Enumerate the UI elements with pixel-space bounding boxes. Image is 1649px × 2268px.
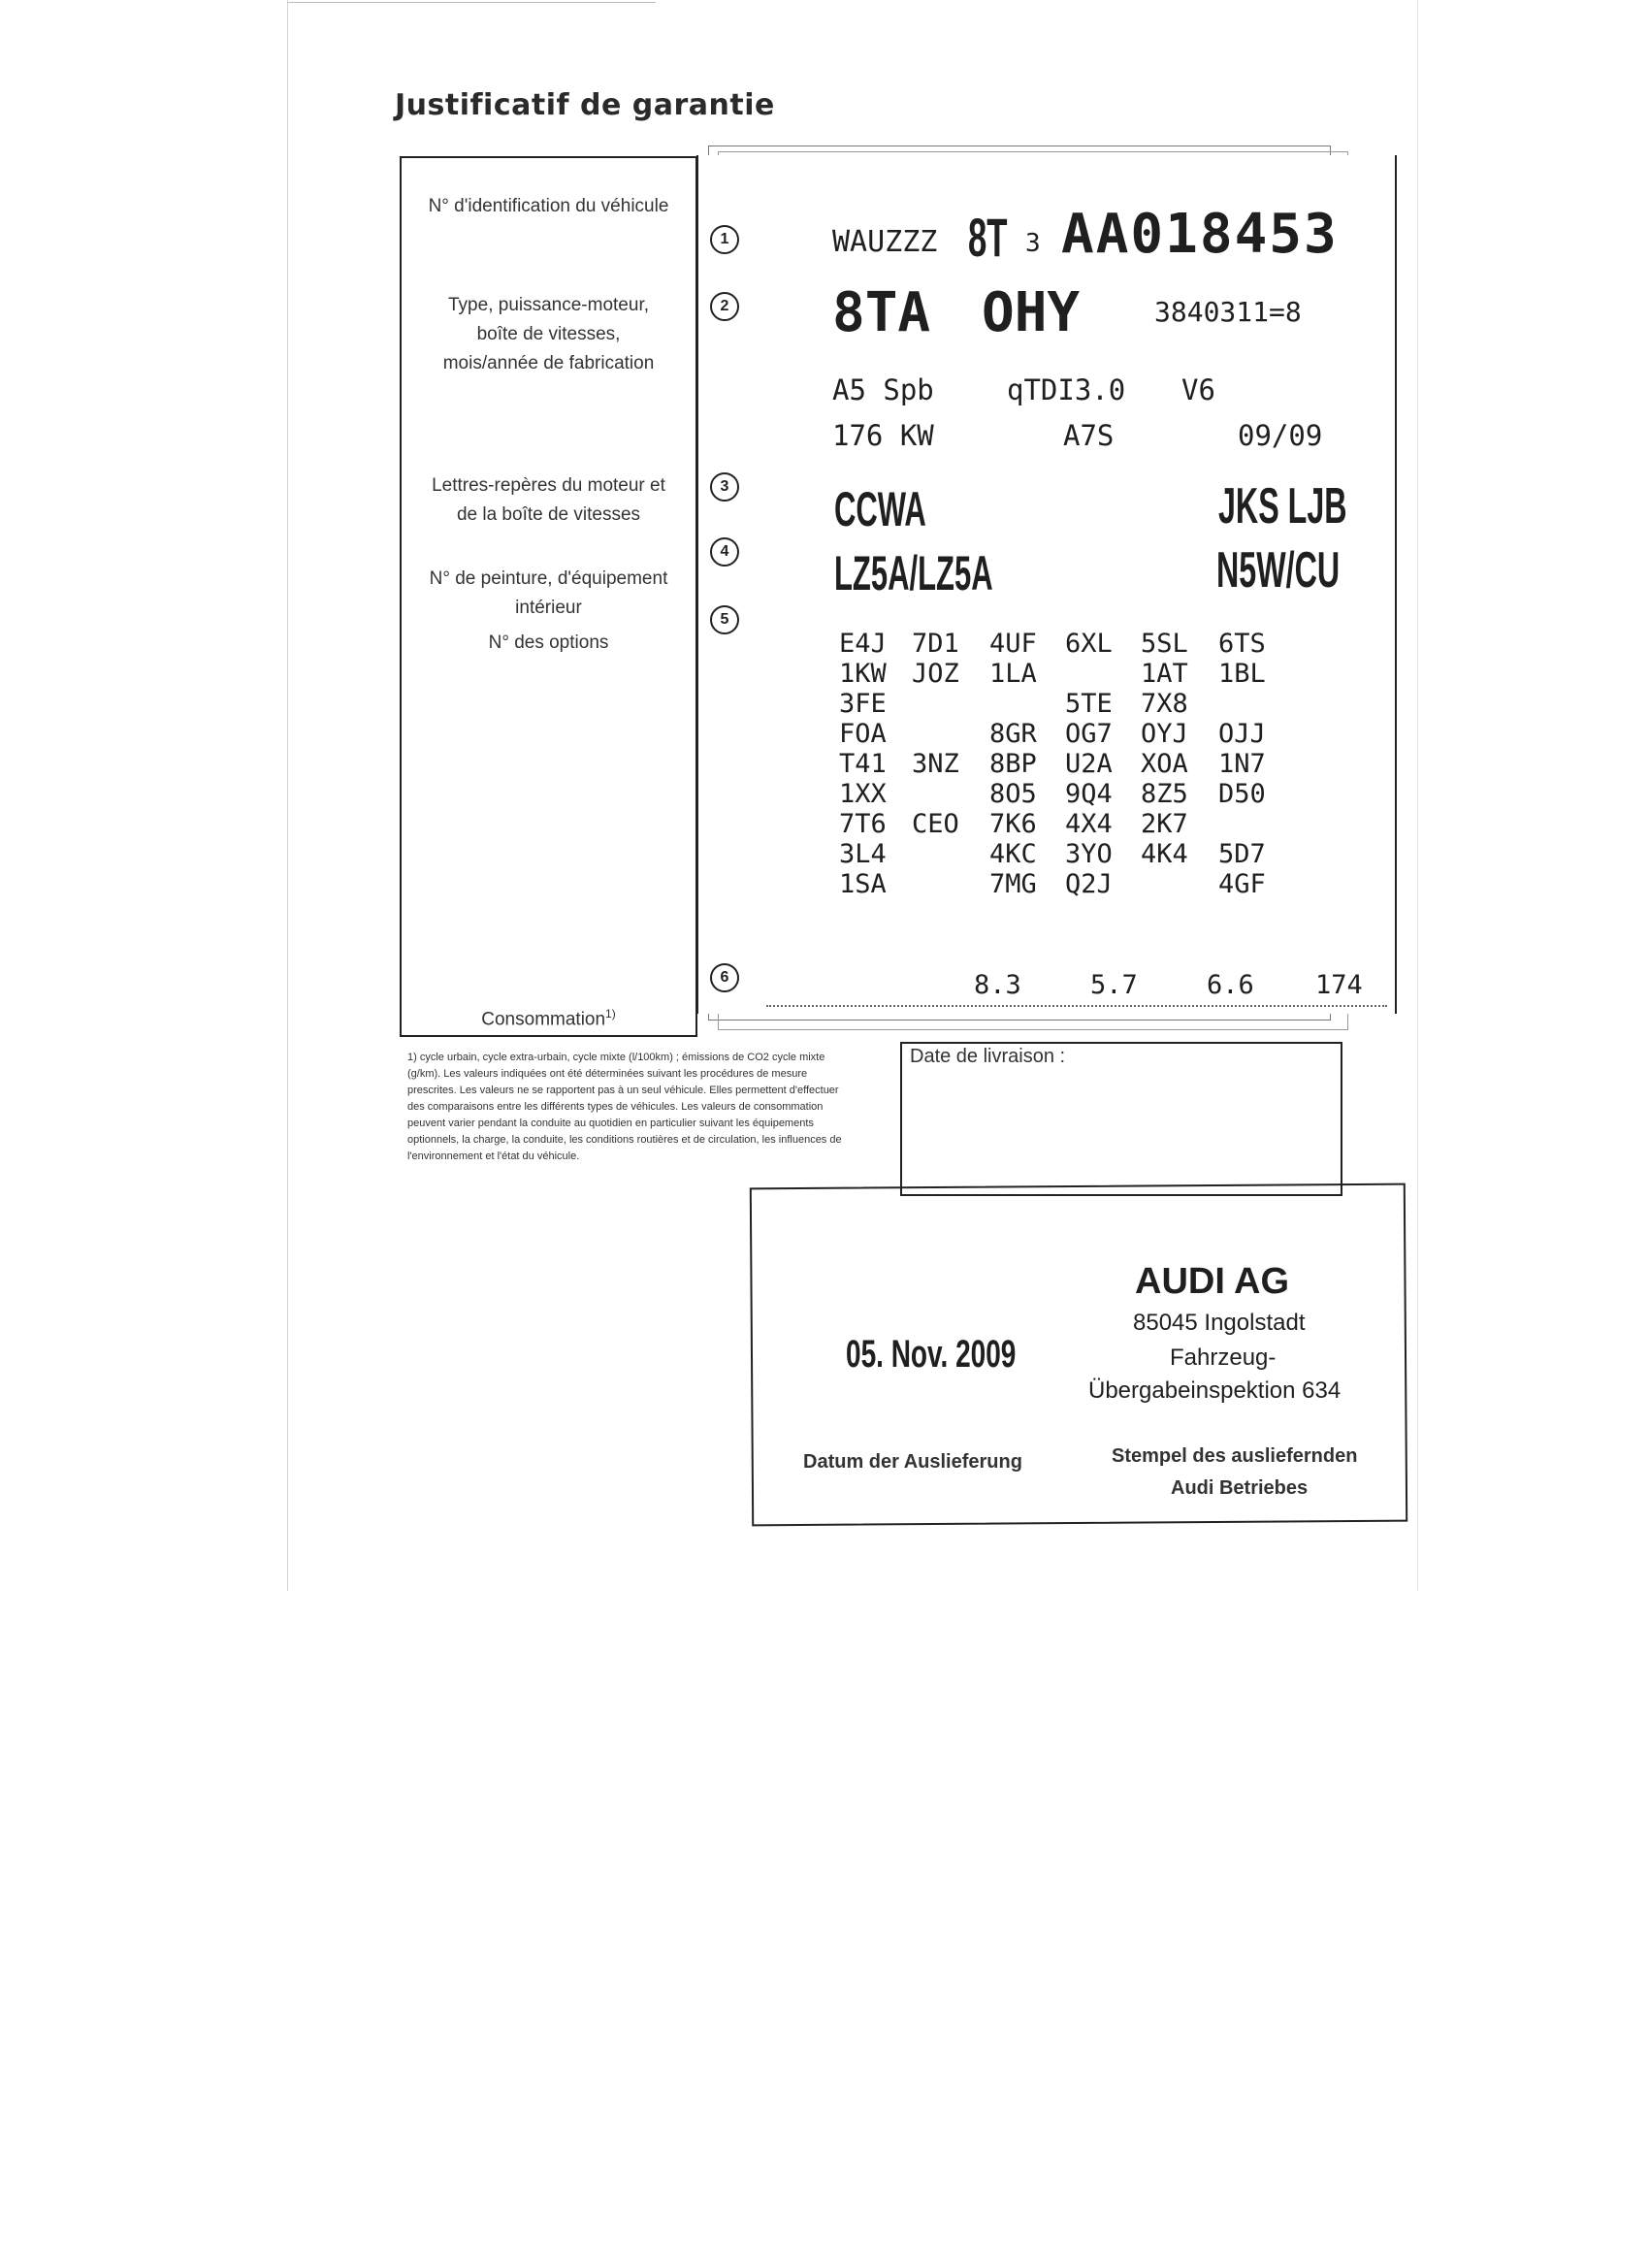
page-edge-line (287, 2, 656, 3)
stamp-dept-line2: Übergabeinspektion 634 (1088, 1377, 1342, 1404)
option-code: 4K4 (1141, 839, 1188, 869)
option-code: D50 (1218, 779, 1266, 809)
option-code: 1AT (1141, 659, 1188, 689)
option-code: JOZ (912, 659, 959, 689)
option-code: OG7 (1065, 719, 1113, 749)
option-code: 6XL (1065, 629, 1113, 659)
option-code: 1BL (1218, 659, 1266, 689)
type-number: 3840311=8 (1154, 296, 1302, 328)
engine-code: OHY (982, 281, 1081, 344)
option-code: OYJ (1141, 719, 1188, 749)
consumption-value: 6.6 (1207, 970, 1254, 1000)
option-code: OJJ (1218, 719, 1266, 749)
option-code: XOA (1141, 749, 1188, 779)
option-code: 1SA (839, 869, 887, 899)
stamp-address: 85045 Ingolstadt (1133, 1310, 1306, 1336)
option-code: 5D7 (1218, 839, 1266, 869)
label-type-line2: boîte de vitesses, (476, 324, 621, 344)
stamp-company: AUDI AG (1135, 1261, 1290, 1302)
marker-5-icon: 5 (710, 605, 739, 634)
option-code: 4KC (989, 839, 1037, 869)
label-letters-line1: Lettres-repères du moteur et (432, 475, 665, 496)
option-code: 3L4 (839, 839, 887, 869)
vin-prefix: WAUZZZ (832, 225, 938, 259)
option-code: 4X4 (1065, 809, 1113, 839)
build-date: 09/09 (1238, 419, 1323, 452)
label-paint-line2: intérieur (515, 598, 582, 618)
power: 176 KW (832, 419, 934, 452)
label-paint-line1: N° de peinture, d'équipement (429, 568, 668, 589)
option-code: 8Z5 (1141, 779, 1188, 809)
option-code: 5SL (1141, 629, 1188, 659)
option-code: 7K6 (989, 809, 1037, 839)
option-code: 8BP (989, 749, 1037, 779)
option-code: 7X8 (1141, 689, 1188, 719)
marker-3-icon: 3 (710, 472, 739, 502)
option-code: 3YO (1065, 839, 1113, 869)
vin-mid: 8T (968, 207, 1008, 268)
page-title: Justificatif de garantie (395, 88, 775, 122)
interior-code: N5W/CU (1216, 542, 1341, 599)
option-code: 3FE (839, 689, 887, 719)
label-vin: N° d'identification du véhicule (428, 196, 669, 216)
marker-2-icon: 2 (710, 292, 739, 321)
marker-1-icon: 1 (710, 225, 739, 254)
label-consumption: Consommation$^{1)}$ (481, 1007, 616, 1030)
consumption-value: 174 (1315, 970, 1363, 1000)
option-code: CEO (912, 809, 959, 839)
option-code: 4UF (989, 629, 1037, 659)
option-code: FOA (839, 719, 887, 749)
option-code: T41 (839, 749, 887, 779)
option-code: 4GF (1218, 869, 1266, 899)
stamp-caption-left: Datum der Auslieferung (803, 1451, 1022, 1473)
ticket-tear-edge (766, 1005, 1387, 1007)
vin-serial: AA018453 (1061, 203, 1339, 266)
consumption-value: 8.3 (974, 970, 1021, 1000)
option-code: 7D1 (912, 629, 959, 659)
option-code: 8GR (989, 719, 1037, 749)
marker-4-icon: 4 (710, 537, 739, 567)
option-code: 5TE (1065, 689, 1113, 719)
stamp-dept-line1: Fahrzeug- (1170, 1345, 1277, 1371)
option-code: 1N7 (1218, 749, 1266, 779)
label-options: N° des options (488, 632, 609, 653)
option-code: 9Q4 (1065, 779, 1113, 809)
option-code: 8O5 (989, 779, 1037, 809)
consumption-value: 5.7 (1090, 970, 1138, 1000)
engine: qTDI3.0 (1007, 373, 1126, 406)
option-code: 2K7 (1141, 809, 1188, 839)
label-letters-line2: de la boîte de vitesses (456, 504, 641, 525)
delivery-date-label: Date de livraison : (910, 1046, 1066, 1067)
marker-6-icon: 6 (710, 963, 739, 992)
option-code: 1LA (989, 659, 1037, 689)
engine-letters: CCWA (834, 482, 926, 536)
stamp-caption-right-line2: Audi Betriebes (1171, 1477, 1309, 1499)
option-code: U2A (1065, 749, 1113, 779)
label-type-line3: mois/année de fabrication (442, 353, 655, 373)
option-code: 1KW (839, 659, 887, 689)
gearbox-letters: JKS LJB (1218, 478, 1347, 535)
cylinders: V6 (1181, 373, 1215, 406)
option-code: 6TS (1218, 629, 1266, 659)
option-code: 1XX (839, 779, 887, 809)
model: A5 Spb (832, 373, 934, 406)
label-type-line1: Type, puissance-moteur, (448, 295, 649, 315)
option-code: 7T6 (839, 809, 887, 839)
gearbox: A7S (1063, 419, 1115, 452)
footnote: 1) cycle urbain, cycle extra-urbain, cycle mixte (l/100km) ; émissions de CO2 cycle mixte (g/km). Les valeurs indiquées ont été déterminées suivant les procédures de mesure prescrites. Les valeurs ne se rapportent pas à un seul véhicule. Elles permettent d'effectuer des comparaisons entre les différents types de véhicules. Les valeurs de consommation peuvent varier pendant la conduite au quotidien en particulier suivant les équipements optionnels, la charge, la conduite, les conditions routières et de circulation, les influences de l'environnement et l'état du véhicule. (407, 1052, 842, 1162)
stamp-date: 05. Nov. 2009 (846, 1333, 1017, 1376)
stamp-caption-right-line1: Stempel des ausliefernden (1112, 1445, 1358, 1467)
option-code: Q2J (1065, 869, 1113, 899)
paint-code: LZ5A/LZ5A (834, 546, 993, 600)
option-code: 7MG (989, 869, 1037, 899)
option-code: E4J (839, 629, 887, 659)
type-code: 8TA (832, 281, 931, 344)
vin-digit: 3 (1025, 229, 1041, 258)
option-code: 3NZ (912, 749, 959, 779)
